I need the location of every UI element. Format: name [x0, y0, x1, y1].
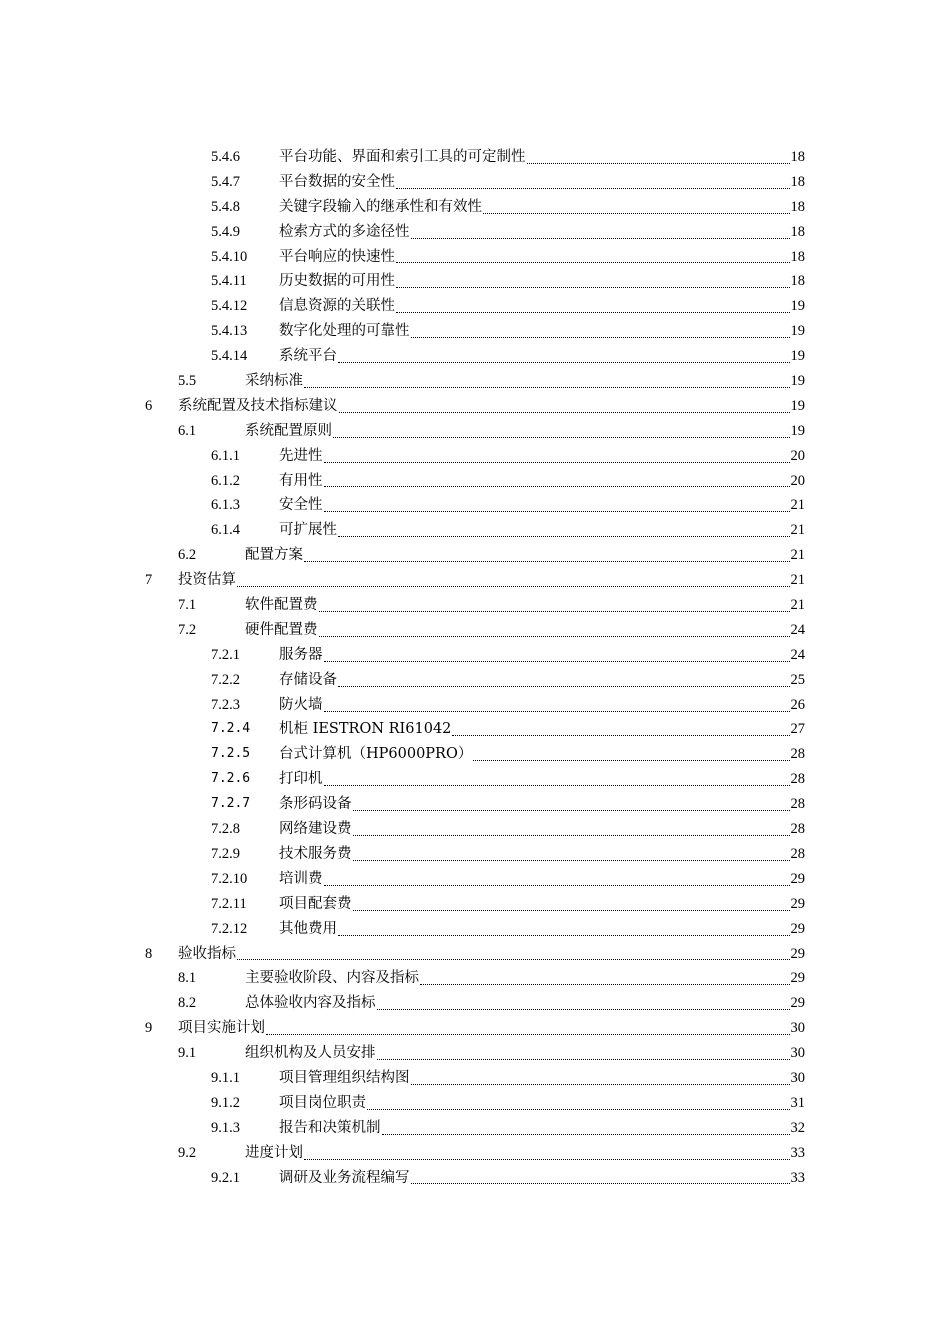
toc-entry-title: 有用性: [279, 472, 323, 489]
toc-entry[interactable]: [0, 1116, 950, 1141]
toc-entry-title: 其他费用: [279, 920, 337, 937]
toc-entry-title: 平台响应的快速性: [279, 248, 395, 265]
toc-entry-title: 信息资源的关联性: [279, 298, 395, 315]
toc-entry-line: [279, 767, 805, 792]
toc-entry-page-number: 29: [790, 995, 805, 1012]
toc-entry-page-number: 18: [790, 198, 805, 215]
toc-entry-number: 6.1.1: [211, 447, 240, 464]
toc-entry-page-number: 33: [790, 1169, 805, 1186]
toc-entry-number: 7.2.3: [211, 696, 240, 713]
toc-entry-title: 防火墙: [279, 696, 323, 713]
toc-entry-title: 总体验收内容及指标: [245, 995, 376, 1012]
toc-entry[interactable]: [0, 1091, 950, 1116]
toc-entry-number: 9.1: [178, 1045, 197, 1062]
toc-entry-title: 验收指标: [178, 945, 236, 962]
toc-entry[interactable]: [0, 693, 950, 718]
dot-leader: [338, 935, 790, 936]
toc-entry-page-number: 25: [790, 671, 805, 688]
toc-entry-title: 项目配套费: [279, 895, 352, 912]
dot-leader: [304, 561, 790, 562]
toc-entry-page-number: 21: [790, 522, 805, 539]
dot-leader: [452, 735, 789, 736]
toc-entry-page-number: 29: [790, 870, 805, 887]
toc-entry[interactable]: [0, 1016, 950, 1041]
dot-leader: [396, 262, 790, 263]
toc-entry-number: 6.2: [178, 547, 197, 564]
toc-entry-title: 投资估算: [178, 572, 236, 589]
toc-entry-title: 系统平台: [279, 348, 337, 365]
toc-entry-line: [279, 917, 805, 942]
toc-entry-page-number: 21: [790, 572, 805, 589]
toc-entry-page-number: 24: [790, 646, 805, 663]
toc-entry-line: [279, 518, 805, 543]
toc-entry[interactable]: [0, 1066, 950, 1091]
toc-entry-line: [178, 568, 805, 593]
toc-entry-page-number: 30: [790, 1020, 805, 1037]
toc-entry-number: 6.1.3: [211, 497, 240, 514]
toc-entry-title: 数字化处理的可靠性: [279, 323, 410, 340]
toc-entry[interactable]: [0, 543, 950, 568]
toc-entry-number: 8: [145, 945, 153, 962]
toc-entry-line: [279, 643, 805, 668]
toc-entry-title: 平台数据的安全性: [279, 173, 395, 190]
toc-entry-line: [279, 469, 805, 494]
toc-entry[interactable]: [0, 469, 950, 494]
toc-entry-page-number: 28: [790, 771, 805, 788]
toc-entry-page-number: 19: [790, 298, 805, 315]
toc-entry-page-number: 19: [790, 397, 805, 414]
toc-entry-title: 硬件配置费: [245, 621, 318, 638]
toc-entry-page-number: 30: [790, 1045, 805, 1062]
toc-entry-line: [279, 493, 805, 518]
toc-entry-number: 7.2.12: [211, 920, 248, 937]
toc-entry-line: [279, 319, 805, 344]
toc-entry-title: 历史数据的可用性: [279, 273, 395, 290]
dot-leader: [338, 536, 790, 537]
dot-leader: [353, 910, 790, 911]
toc-entry-number: 7.2.1: [211, 646, 240, 663]
dot-leader: [324, 661, 790, 662]
toc-entry-number: 6.1: [178, 422, 197, 439]
toc-entry-line: [245, 966, 805, 991]
toc-entry-title: 可扩展性: [279, 522, 337, 539]
toc-entry[interactable]: [0, 444, 950, 469]
toc-entry-number: 7: [145, 572, 153, 589]
toc-entry-number: 5.4.10: [211, 248, 248, 265]
dot-leader: [304, 387, 790, 388]
dot-leader: [396, 188, 790, 189]
toc-entry[interactable]: [0, 842, 950, 867]
dot-leader: [411, 1183, 790, 1184]
toc-entry-page-number: 18: [790, 248, 805, 265]
dot-leader: [396, 312, 790, 313]
toc-entry[interactable]: [0, 493, 950, 518]
toc-entry-title: 平台功能、界面和索引工具的可定制性: [279, 149, 526, 165]
toc-entry[interactable]: [0, 220, 950, 245]
toc-entry-line: [279, 1091, 805, 1116]
dot-leader: [411, 337, 790, 338]
dot-leader: [473, 760, 789, 761]
toc-entry[interactable]: [0, 717, 950, 742]
toc-entry-title: 进度计划: [245, 1144, 303, 1161]
toc-entry-line: [279, 717, 805, 742]
dot-leader: [324, 511, 790, 512]
toc-entry-line: [279, 170, 805, 195]
toc-entry-page-number: 18: [790, 223, 805, 240]
toc-entry[interactable]: [0, 767, 950, 792]
toc-entry-page-number: 19: [790, 323, 805, 340]
toc-entry-page-number: 21: [790, 547, 805, 564]
toc-entry[interactable]: [0, 618, 950, 643]
toc-entry[interactable]: [0, 942, 950, 967]
toc-entry[interactable]: [0, 145, 950, 170]
toc-entry-title: 调研及业务流程编写: [279, 1169, 410, 1186]
dot-leader: [324, 486, 790, 487]
toc-entry-number: 9.1.2: [211, 1094, 240, 1111]
toc-entry[interactable]: [0, 369, 950, 394]
toc-entry-page-number: 18: [790, 173, 805, 190]
toc-entry-number: 9.2.1: [211, 1169, 240, 1186]
toc-entry-title: 安全性: [279, 497, 323, 514]
toc-entry-page-number: 20: [790, 472, 805, 489]
toc-entry-line: [279, 842, 805, 867]
toc-entry-line: [279, 1116, 805, 1141]
toc-entry[interactable]: [0, 1141, 950, 1166]
toc-entry-line: [245, 593, 805, 618]
dot-leader: [319, 636, 790, 637]
toc-entry-number: 5.5: [178, 373, 197, 390]
toc-entry[interactable]: [0, 643, 950, 668]
toc-entry-line: [279, 892, 805, 917]
toc-entry-number: 7.2.2: [211, 671, 240, 688]
dot-leader: [411, 1084, 790, 1085]
dot-leader: [304, 1159, 790, 1160]
toc-entry-title: 配置方案: [245, 547, 303, 564]
toc-entry[interactable]: [0, 344, 950, 369]
dot-leader: [382, 1134, 790, 1135]
toc-entry-number: 7.2.5: [211, 746, 251, 762]
dot-leader: [353, 860, 790, 861]
dot-leader: [420, 984, 790, 985]
toc-entry-number: 6: [145, 397, 153, 414]
toc-entry-title: 项目实施计划: [178, 1020, 265, 1037]
toc-entry-page-number: 27: [790, 721, 805, 738]
toc-entry-title: 存储设备: [279, 671, 337, 688]
toc-entry-line: [279, 344, 805, 369]
dot-leader: [396, 287, 790, 288]
toc-entry-page-number: 33: [790, 1144, 805, 1161]
toc-entry-line: [279, 792, 805, 817]
toc-entry-page-number: 21: [790, 597, 805, 614]
dot-leader: [237, 959, 790, 960]
toc-entry-number: 5.4.9: [211, 223, 240, 240]
toc-entry-number: 7.2.4: [211, 721, 251, 737]
toc-entry-page-number: 29: [790, 970, 805, 987]
toc-entry-title: 项目岗位职责: [279, 1094, 366, 1111]
toc-entry-line: [279, 294, 805, 319]
toc-entry-page-number: 18: [790, 273, 805, 290]
toc-entry-page-number: 29: [790, 945, 805, 962]
toc-entry-number: 5.4.8: [211, 198, 240, 215]
toc-entry[interactable]: [0, 867, 950, 892]
toc-entry-page-number: 21: [790, 497, 805, 514]
toc-entry-number: 7.2.10: [211, 870, 248, 887]
toc-entry-number: 5.4.13: [211, 323, 248, 340]
toc-entry-page-number: 28: [790, 821, 805, 838]
toc-entry-title: 采纳标准: [245, 373, 303, 390]
toc-entry-page-number: 28: [790, 746, 805, 763]
dot-leader: [324, 711, 790, 712]
dot-leader: [324, 885, 790, 886]
toc-entry-line: [279, 145, 805, 170]
toc-entry-number: 6.1.4: [211, 522, 240, 539]
toc-entry-line: [279, 444, 805, 469]
toc-entry[interactable]: [0, 319, 950, 344]
toc-entry-title: 先进性: [279, 447, 323, 464]
toc-entry-number: 6.1.2: [211, 472, 240, 489]
toc-entry[interactable]: [0, 1041, 950, 1066]
toc-entry-page-number: 32: [790, 1119, 805, 1136]
toc-entry-title: 条形码设备: [279, 796, 352, 813]
toc-entry-line: [178, 1016, 805, 1041]
toc-entry-title: 机柜 IESTRON RI61042: [279, 721, 452, 738]
dot-leader: [377, 1009, 790, 1010]
toc-entry-page-number: 19: [790, 422, 805, 439]
toc-entry-line: [279, 867, 805, 892]
dot-leader: [377, 1059, 790, 1060]
toc-entry-title: 报告和决策机制: [279, 1119, 381, 1136]
dot-leader: [527, 163, 790, 164]
toc-entry[interactable]: [0, 1166, 950, 1191]
toc-entry[interactable]: [0, 892, 950, 917]
toc-entry-title: 检索方式的多途径性: [279, 223, 410, 240]
toc-entry-number: 5.4.7: [211, 173, 240, 190]
toc-entry-line: [279, 220, 805, 245]
toc-entry-line: [279, 245, 805, 270]
toc-entry-line: [279, 195, 805, 220]
toc-entry-title: 主要验收阶段、内容及指标: [245, 970, 419, 987]
toc-entry-line: [279, 817, 805, 842]
toc-entry-title: 服务器: [279, 646, 323, 663]
toc-entry[interactable]: [0, 568, 950, 593]
toc-entry-line: [279, 668, 805, 693]
toc-entry-line: [245, 543, 805, 568]
toc-entry[interactable]: [0, 668, 950, 693]
toc-entry-line: [245, 1141, 805, 1166]
toc-entry-number: 5.4.6: [211, 149, 240, 165]
toc-entry-title: 培训费: [279, 870, 323, 887]
toc-entry-number: 9.1.1: [211, 1069, 240, 1086]
dot-leader: [324, 462, 790, 463]
toc-entry-number: 5.4.11: [211, 273, 247, 290]
toc-entry-title: 项目管理组织结构图: [279, 1069, 410, 1086]
toc-entry-page-number: 28: [790, 845, 805, 862]
toc-entry[interactable]: [0, 269, 950, 294]
toc-entry-number: 5.4.12: [211, 298, 248, 315]
toc-entry-line: [279, 269, 805, 294]
toc-entry-number: 9: [145, 1020, 153, 1037]
toc-entry-line: [245, 419, 805, 444]
toc-entry[interactable]: [0, 394, 950, 419]
toc-entry-line: [245, 369, 805, 394]
toc-entry[interactable]: [0, 195, 950, 220]
toc-entry-number: 8.1: [178, 970, 197, 987]
dot-leader: [339, 412, 790, 413]
toc-entry[interactable]: [0, 966, 950, 991]
toc-entry[interactable]: [0, 518, 950, 543]
toc-entry-number: 7.2.7: [211, 796, 251, 812]
toc-entry-number: 8.2: [178, 995, 197, 1012]
toc-entry-page-number: 24: [790, 621, 805, 638]
toc-entry-title: 组织机构及人员安排: [245, 1045, 376, 1062]
dot-leader: [333, 437, 790, 438]
toc-entry-title: 打印机: [279, 771, 323, 788]
dot-leader: [319, 611, 790, 612]
toc-entry-number: 9.1.3: [211, 1119, 240, 1136]
dot-leader: [338, 362, 790, 363]
toc-entry-line: [279, 693, 805, 718]
toc-entry[interactable]: [0, 917, 950, 942]
dot-leader: [483, 213, 790, 214]
toc-entry-line: [279, 1066, 805, 1091]
toc-entry-line: [178, 394, 805, 419]
toc-entry-page-number: 26: [790, 696, 805, 713]
table-of-contents: [0, 145, 950, 1190]
toc-entry-line: [245, 618, 805, 643]
toc-entry-page-number: 31: [790, 1094, 805, 1111]
dot-leader: [338, 686, 790, 687]
toc-entry-page-number: 18: [790, 149, 805, 165]
toc-entry[interactable]: [0, 245, 950, 270]
dot-leader: [266, 1034, 790, 1035]
dot-leader: [353, 835, 790, 836]
toc-entry-line: [178, 942, 805, 967]
toc-entry-number: 5.4.14: [211, 348, 248, 365]
dot-leader: [237, 586, 790, 587]
toc-entry-number: 7.2.11: [211, 895, 247, 912]
toc-entry[interactable]: [0, 792, 950, 817]
toc-entry-number: 7.1: [178, 597, 197, 614]
toc-entry-number: 7.2.8: [211, 821, 240, 838]
toc-entry-page-number: 29: [790, 895, 805, 912]
toc-entry-title: 软件配置费: [245, 597, 318, 614]
dot-leader: [411, 238, 790, 239]
dot-leader: [324, 785, 790, 786]
toc-entry[interactable]: [0, 593, 950, 618]
toc-entry[interactable]: [0, 991, 950, 1016]
toc-entry-page-number: 29: [790, 920, 805, 937]
toc-entry-line: [279, 1166, 805, 1191]
toc-entry-page-number: 20: [790, 447, 805, 464]
toc-entry-number: 7.2: [178, 621, 197, 638]
toc-entry-line: [245, 1041, 805, 1066]
toc-entry-page-number: 30: [790, 1069, 805, 1086]
toc-entry-title: 技术服务费: [279, 845, 352, 862]
toc-entry-title: 关键字段输入的继承性和有效性: [279, 198, 482, 215]
toc-entry-page-number: 28: [790, 796, 805, 813]
toc-entry-page-number: 19: [790, 373, 805, 390]
toc-entry-page-number: 19: [790, 348, 805, 365]
toc-entry-number: 7.2.6: [211, 771, 251, 787]
toc-entry[interactable]: [0, 817, 950, 842]
toc-entry[interactable]: [0, 742, 950, 767]
toc-entry[interactable]: [0, 294, 950, 319]
toc-entry-number: 9.2: [178, 1144, 197, 1161]
toc-entry-line: [245, 991, 805, 1016]
toc-entry-title: 网络建设费: [279, 821, 352, 838]
toc-entry[interactable]: [0, 419, 950, 444]
toc-entry-title: 台式计算机（HP6000PRO）: [279, 746, 473, 763]
toc-entry-number: 7.2.9: [211, 845, 240, 862]
toc-entry-title: 系统配置原则: [245, 422, 332, 439]
toc-entry[interactable]: [0, 170, 950, 195]
dot-leader: [367, 1109, 790, 1110]
toc-entry-line: [279, 742, 805, 767]
dot-leader: [353, 810, 790, 811]
toc-entry-title: 系统配置及技术指标建议: [178, 397, 338, 414]
